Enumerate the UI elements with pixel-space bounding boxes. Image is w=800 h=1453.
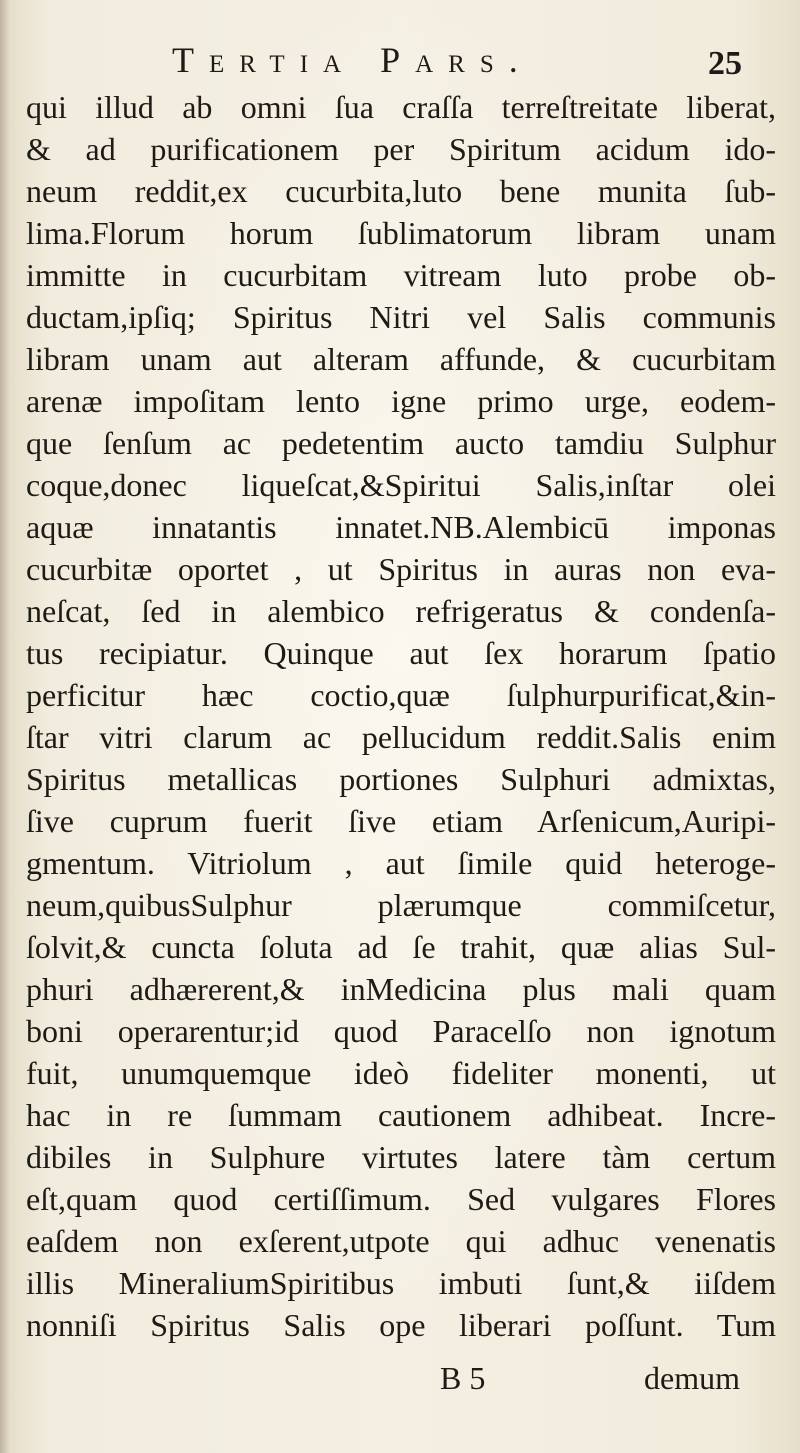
text-line: neum,quibusSulphur plærumque commiſcetur,: [26, 887, 776, 923]
footer: [0, 1355, 800, 1401]
running-header: [0, 38, 800, 88]
text-line: arenæ impoſitam lento igne primo urge, eodem-: [26, 383, 776, 419]
signature-mark: B 5: [440, 1360, 486, 1396]
text-line: gmentum. Vitriolum , aut ſimile quid heteroge-: [26, 845, 776, 881]
text-line: libram unam aut alteram affunde, & cucurbitam: [26, 341, 776, 377]
text-line: nonniſi Spiritus Salis ope liberari poſſunt. Tum: [26, 1307, 776, 1343]
text-line: ſolvit,& cuncta ſoluta ad ſe trahit, quæ alias Sul-: [26, 929, 776, 965]
text-line: lima.Florum horum ſublimatorum libram unam: [26, 215, 776, 251]
running-head-title: Tertia Pars.: [172, 40, 533, 80]
text-line: perficitur hæc coctio,quæ ſulphurpurificat,&in-: [26, 677, 776, 713]
page-gutter-shadow: [0, 0, 10, 1453]
text-line: phuri adhærerent,& inMedicina plus mali quam: [26, 971, 776, 1007]
text-line: ſive cuprum fuerit ſive etiam Arſenicum,Auripi-: [26, 803, 776, 839]
text-line: tus recipiatur. Quinque aut ſex horarum ſpatio: [26, 635, 776, 671]
text-line: boni operarentur;id quod Paracelſo non ignotum: [26, 1013, 776, 1049]
text-line: Spiritus metallicas portiones Sulphuri admixtas,: [26, 761, 776, 797]
text-line: eaſdem non exſerent,utpote qui adhuc venenatis: [26, 1223, 776, 1259]
text-line: aquæ innatantis innatet.NB.Alembicū imponas: [26, 509, 776, 545]
text-line: coque,donec liqueſcat,&Spiritui Salis,inſtar olei: [26, 467, 776, 503]
text-line: hac in re ſummam cautionem adhibeat. Incre-: [26, 1097, 776, 1133]
text-line: dibiles in Sulphure virtutes latere tàm certum: [26, 1139, 776, 1175]
text-line: cucurbitæ oportet , ut Spiritus in auras non eva-: [26, 551, 776, 587]
text-line: immitte in cucurbitam vitream luto probe ob-: [26, 257, 776, 293]
text-line: eſt,quam quod certiſſimum. Sed vulgares Flores: [26, 1181, 776, 1217]
text-line: neum reddit,ex cucurbita,luto bene munita ſub-: [26, 173, 776, 209]
text-line: fuit, unumquemque ideò fideliter monenti, ut: [26, 1055, 776, 1091]
catchword: demum: [644, 1360, 740, 1396]
text-line: neſcat, ſed in alembico refrigeratus & condenſa-: [26, 593, 776, 629]
text-line: & ad purificationem per Spiritum acidum ido-: [26, 131, 776, 167]
text-line: qui illud ab omni ſua craſſa terreſtreitate liberat,: [26, 89, 776, 125]
text-line: que ſenſum ac pedetentim aucto tamdiu Sulphur: [26, 425, 776, 461]
text-line: ductam,ipſiq; Spiritus Nitri vel Salis communis: [26, 299, 776, 335]
page-number: 25: [708, 45, 742, 82]
text-line: ſtar vitri clarum ac pellucidum reddit.Salis enim: [26, 719, 776, 755]
text-line: illis MineraliumSpiritibus imbuti ſunt,& iiſdem: [26, 1265, 776, 1301]
